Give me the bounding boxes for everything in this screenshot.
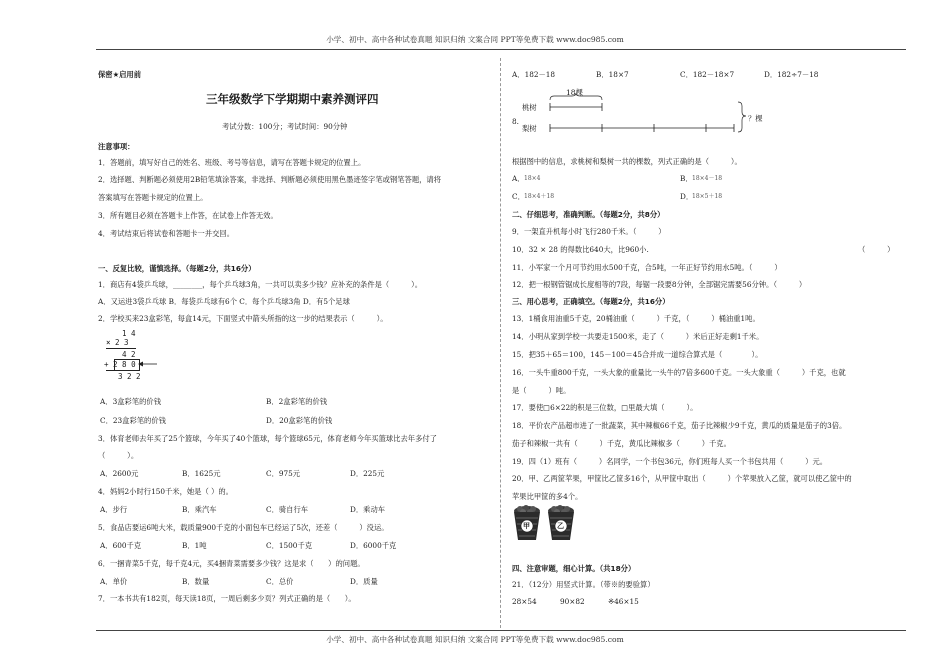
notes-title: 注意事项： [98, 142, 135, 151]
question-10: 10．32 × 28 的得数比640大，比960小. [512, 245, 649, 254]
peach-tree-label: 桃树 [522, 103, 537, 112]
question-1: 1．商店有4袋乒乓球，________，每个乒乓球3角，一共可以卖多少钱？应补充的条件是（ ）。 [98, 280, 423, 289]
question-13: 13．1桶食用油重5千克，20桶油重（ ）千克，（ ）桶油重1吨。 [512, 314, 760, 323]
question-16: 16．一头牛重800千克，一头大象的重量比一头牛的7倍多600千克。一头大象重（ ）千克，也就 [512, 368, 846, 377]
q8-option-a-expr: 18×4 [524, 175, 541, 182]
question-19: 19．四（1）班有（ ）名同学，一个书包36元，你们班每人买一个书包共用（ ）元。 [512, 457, 828, 466]
note-3: 3．所有题目必须在答题卡上作答，在试卷上作答无效。 [98, 211, 278, 220]
q8-option-b-expr: 18×4－18 [692, 175, 723, 182]
question-20-cont: 苹果比甲筐的多4个。 [512, 492, 583, 501]
pear-tree-label: 梨树 [522, 124, 537, 133]
q21-item-1: 28×54 [512, 597, 537, 606]
q7-option-a: A．182－18 [512, 70, 556, 79]
q3-option-d: D．225元 [350, 469, 385, 478]
q2-option-a: A．3盒彩笔的价钱 [100, 397, 161, 406]
arrow-left-icon [138, 360, 158, 368]
basket-jia-image [512, 504, 542, 540]
calc-rule-1 [106, 348, 136, 349]
basket-yi-image [546, 504, 576, 540]
exam-info: 考试分数：100分；考试时间：90分钟 [222, 122, 348, 131]
question-18-cont: 茄子和辣椒一共有（ ）千克，黄瓜比辣椒多（ ）千克。 [512, 439, 731, 448]
question-4: 4．妈妈2小时行150千米，她是（ ）的。 [98, 487, 233, 496]
section-1-heading: 一、反复比较，谨慎选择。（每题2分，共16分） [98, 264, 256, 273]
question-9: 9．一架直升机每小时飞行280千米。（ ） [512, 227, 666, 236]
calc-line-2: × 2 3 [106, 338, 129, 347]
tree-question-label: ？棵 [748, 114, 763, 123]
q4-option-d: D．乘动车 [350, 505, 386, 514]
header-rule [96, 49, 906, 50]
question-7: 7．一本书共有182页，每天读18页，一周后剩多少页？列式正确的是（ ）。 [98, 594, 356, 603]
basket-jia-label: 甲 [523, 522, 530, 530]
q21-item-3: ※46×15 [608, 597, 639, 606]
q8-option-d-expr: 18×5＋18 [692, 193, 723, 200]
question-18: 18．平价农产品超市进了一批蔬菜，其中辣椒66千克，茄子比辣椒少9千克，黄瓜的质量是茄子的3倍。 [512, 421, 847, 430]
footer-rule [96, 630, 906, 631]
q3-option-a: A．2600元 [100, 469, 139, 478]
calc-line-5: 3 2 2 [118, 372, 141, 381]
question-3-cont: （ ）。 [98, 451, 139, 460]
q8-option-b-label: B． [680, 174, 693, 183]
tree-count-label: 18棵 [566, 88, 584, 97]
q6-option-c: C．总价 [266, 577, 294, 586]
q8-option-d-label: D． [680, 192, 694, 201]
note-4: 4．考试结束后将试卷和答题卡一并交回。 [98, 229, 234, 238]
q8-option-c-label: C． [512, 192, 525, 201]
question-21: 21．（12分）用竖式计算。（带※的要验算） [512, 580, 655, 589]
question-3: 3．体育老师去年买了25个篮球，今年买了40个篮球，每个篮球65元，体育老师今年买篮球比去年多付了 [98, 434, 437, 443]
q5-option-a: A．600千克 [100, 541, 142, 550]
question-20: 20．甲、乙两筐苹果，甲筐比乙筐多16个，从甲筐中取出（ ）个苹果放入乙筐，就可以使乙筐中的 [512, 474, 852, 483]
q7-option-b: B．18×7 [596, 70, 629, 79]
question-12: 12．把一根钢管锯成长度相等的7段，每锯一段要8分钟，全部锯完需要56分钟。（ ） [512, 280, 807, 289]
question-8-number: 8. [512, 117, 519, 126]
calc-rule-2 [106, 370, 136, 371]
calc-line-1: 1 4 [122, 329, 136, 338]
q7-option-c: C．182－18×7 [680, 70, 735, 79]
q2-option-c: C．23盒彩笔的价钱 [100, 416, 166, 425]
note-2: 2．选择题、判断题必须使用2B铅笔填涂答案，非选择、判断题必须使用黑色墨迹签字笔或钢笔答题，请将 [98, 175, 442, 184]
q5-option-b: B．1吨 [182, 541, 207, 550]
q6-option-a: A．单价 [100, 577, 128, 586]
q7-option-d: D．182÷7－18 [764, 70, 819, 79]
question-8: 根据图中的信息，求桃树和梨树一共的棵数，列式正确的是（ ）。 [512, 157, 742, 166]
column-divider [500, 58, 501, 628]
question-1-options: A．又运进3袋乒乓球 B．每袋乒乓球有6个 C．每个乒乓球3角 D．有5个足球 [98, 297, 350, 306]
question-10-paren: （ ） [858, 245, 895, 254]
section-4-heading: 四、注意审题，细心计算。（共18分） [512, 564, 636, 573]
note-1: 1．答题前，填写好自己的姓名、班级、考号等信息，请写在答题卡规定的位置上。 [98, 158, 366, 167]
section-3-heading: 三、用心思考，正确填空。（每题2分，共16分） [512, 297, 670, 306]
q5-option-c: C．1500千克 [266, 541, 313, 550]
question-11: 11．小军家一个月可节约用水500千克，合5吨，一年正好节约用水5吨。（ ） [512, 263, 782, 272]
section-2-heading: 二、仔细思考，准确判断。（每题2分，共8分） [512, 210, 665, 219]
exam-title: 三年级数学下学期期中素养测评四 [206, 92, 379, 106]
q3-option-c: C．975元 [266, 469, 301, 478]
question-2: 2．学校买来23盒彩笔，每盒14元，下面竖式中箭头所指的这一步的结果表示（ ）。 [98, 314, 388, 323]
question-14: 14．小明从家到学校一共要走1500米，走了（ ）米后正好走剩1千米。 [512, 332, 764, 341]
page-footer: 小学、初中、高中各种试卷真题 知识归纳 文案合同 PPT等免费下载 www.doc985.com [326, 635, 624, 644]
q4-option-b: B．乘汽车 [182, 505, 217, 514]
question-5: 5．食品店要运6吨大米，载质量900千克的小面包车已经运了5次，还差（ ）没运。 [98, 523, 389, 532]
q2-option-b: B．2盒彩笔的价钱 [266, 397, 328, 406]
q8-option-c-expr: 18×4＋18 [524, 193, 555, 200]
vertical-calculation [100, 329, 160, 381]
secret-label: 保密★启用前 [98, 70, 142, 79]
tree-diagram-lines [522, 88, 748, 140]
page-header: 小学、初中、高中各种试卷真题 知识归纳 文案合同 PPT等免费下载 www.doc985.com [326, 35, 624, 44]
question-17: 17．要使□6×22的积是三位数，□里最大填（ ）。 [512, 403, 698, 412]
question-16-cont: 是（ ）吨。 [512, 386, 571, 395]
q8-option-a-label: A． [512, 174, 525, 183]
right-column [512, 70, 908, 630]
left-column [98, 70, 498, 630]
tree-diagram [522, 88, 772, 140]
note-2-cont: 答案填写在答题卡规定的位置上。 [98, 193, 208, 202]
question-15: 15．把35＋65＝100，145－100＝45合并成一道综合算式是（ ）。 [512, 350, 763, 359]
q6-option-d: D．质量 [350, 577, 378, 586]
basket-yi-label: 乙 [557, 522, 564, 530]
question-6: 6．一捆青菜5千克，每千克4元，买4捆青菜需要多少钱？这是求（ ）的问题。 [98, 559, 365, 568]
calc-line-4: + 2 8 0 [104, 360, 136, 369]
q6-option-b: B．数量 [182, 577, 210, 586]
q4-option-a: A．步行 [100, 505, 128, 514]
q5-option-d: D．6000千克 [350, 541, 397, 550]
q4-option-c: C．骑自行车 [266, 505, 309, 514]
q3-option-b: B．1625元 [182, 469, 221, 478]
q21-item-2: 90×82 [560, 597, 585, 606]
q2-option-d: D．20盒彩笔的价钱 [266, 416, 333, 425]
calc-line-3: 4 2 [122, 350, 136, 359]
